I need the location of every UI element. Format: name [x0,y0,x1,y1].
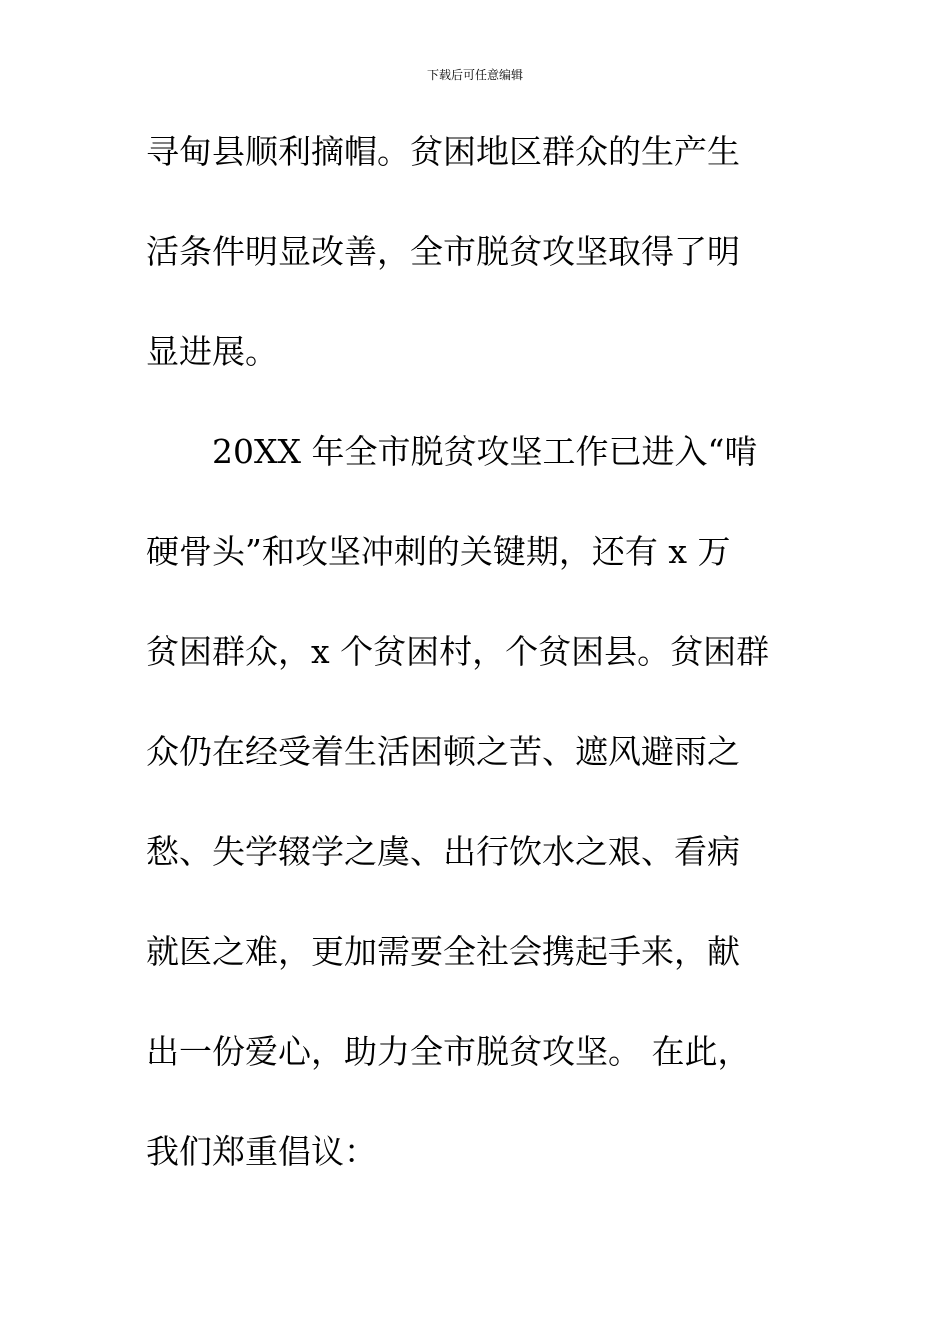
text-line: 显进展。 [146,332,278,371]
paragraph-start-line: 20XX 年全市脱贫攻坚工作已进入“啃 [212,432,758,471]
text-line: 我们郑重倡议： [146,1132,377,1171]
text-line: 硬骨头”和攻坚冲刺的关键期，还有 x 万 [146,532,731,571]
text-line: 愁、失学辍学之虞、出行饮水之艰、看病 [146,832,740,871]
text-line: 就医之难，更加需要全社会携起手来，献 [146,932,740,971]
header-note: 下载后可任意编辑 [426,68,523,82]
text-line: 众仍在经受着生活困顿之苦、遮风避雨之 [146,732,740,771]
text-line: 贫困群众，x 个贫困村，个贫困县。贫困群 [146,632,770,671]
text-line: 活条件明显改善，全市脱贫攻坚取得了明 [146,232,740,271]
text-line: 寻甸县顺利摘帽。贫困地区群众的生产生 [146,132,740,171]
text-line: 出一份爱心，助力全市脱贫攻坚。 在此， [146,1032,751,1071]
